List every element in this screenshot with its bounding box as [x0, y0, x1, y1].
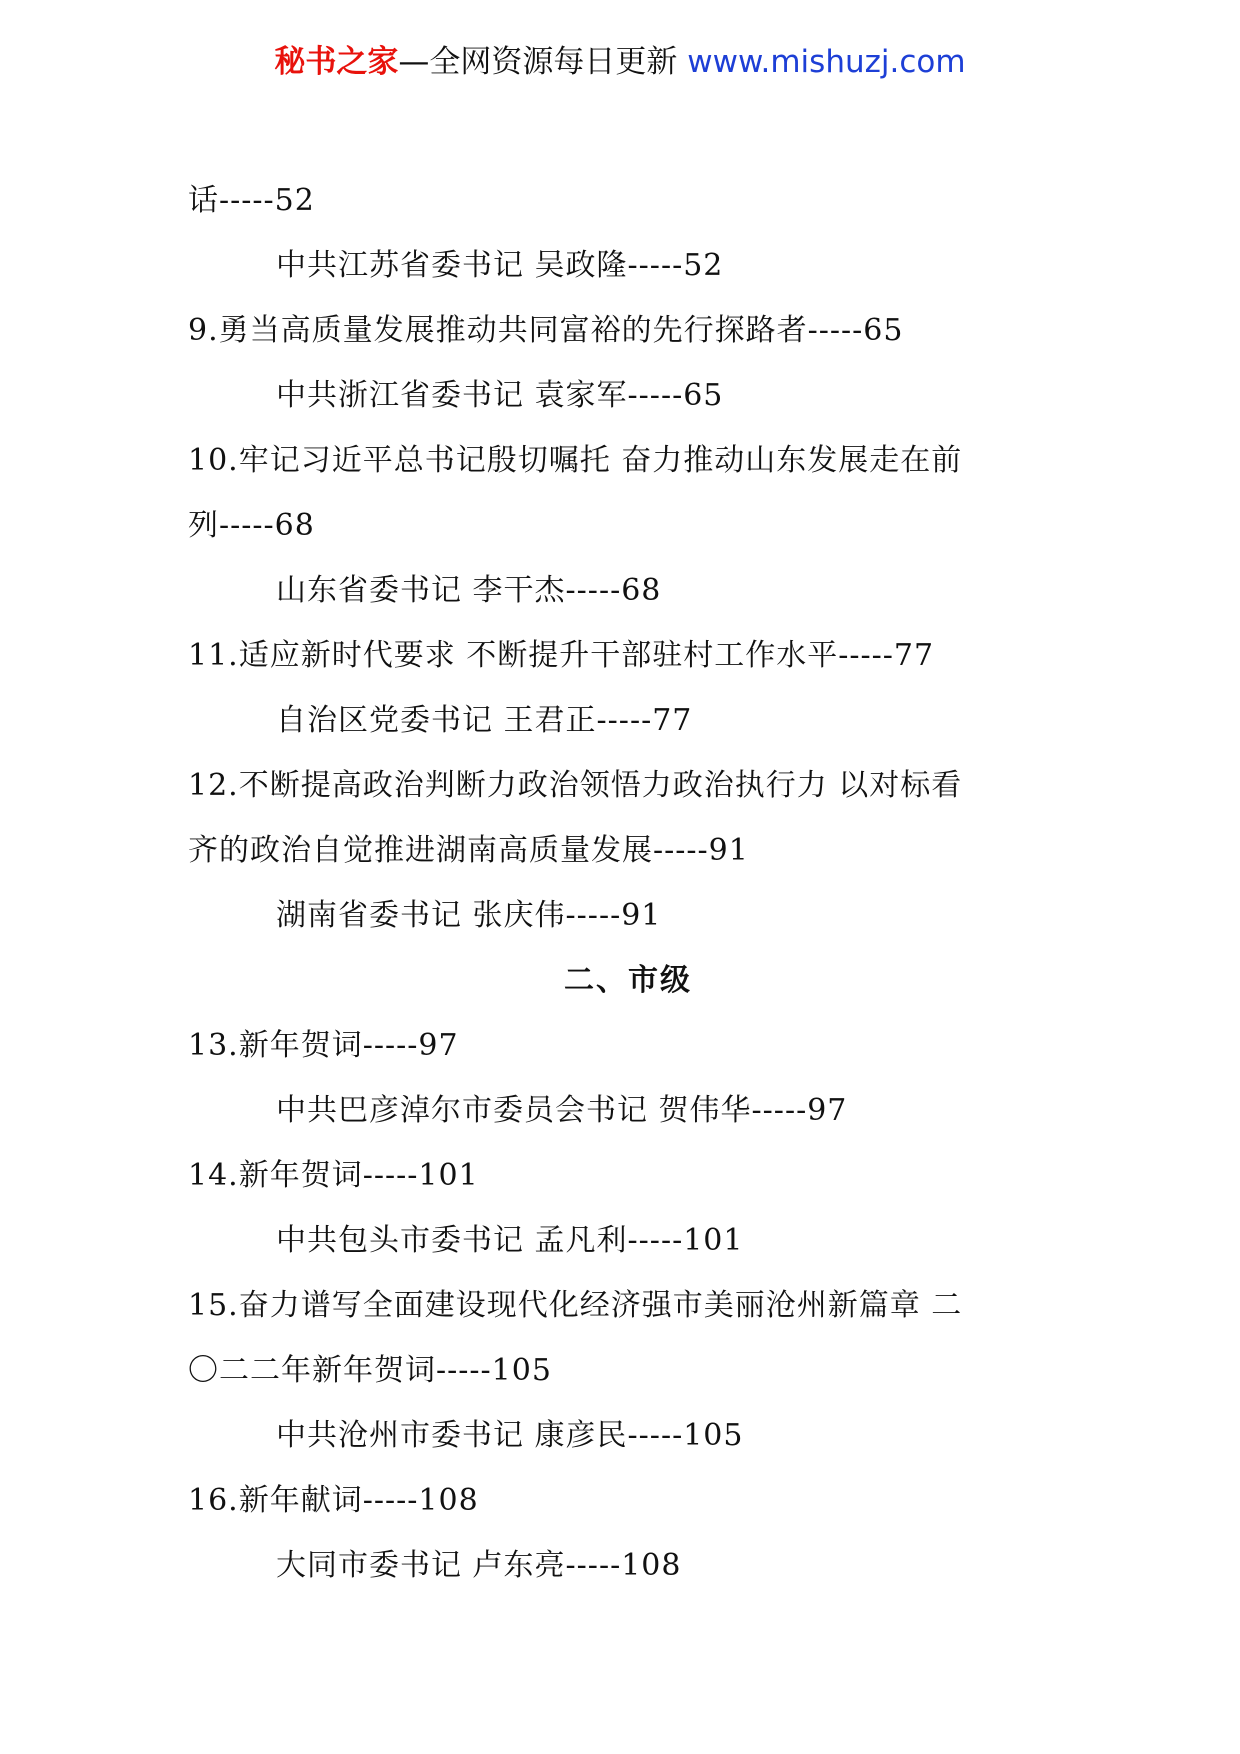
- toc-line: 齐的政治自觉推进湖南高质量发展-----91: [188, 833, 749, 868]
- toc-author-line: 中共巴彦淖尔市委员会书记 贺伟华-----97: [276, 1093, 848, 1128]
- toc-author-line: 中共浙江省委书记 袁家军-----65: [276, 378, 724, 413]
- toc-entry: 9.勇当高质量发展推动共同富裕的先行探路者-----65: [188, 313, 904, 348]
- toc-entry: 14.新年贺词-----101: [188, 1158, 479, 1193]
- toc-author-line: 中共江苏省委书记 吴政隆-----52: [276, 248, 724, 283]
- brand-name: 秘书之家: [274, 44, 399, 80]
- toc-entry: 12.不断提高政治判断力政治领悟力政治执行力 以对标看: [188, 768, 963, 803]
- header-tagline: —全网资源每日更新: [398, 44, 688, 80]
- toc-author-line: 湖南省委书记 张庆伟-----91: [276, 898, 662, 933]
- toc-author-line: 大同市委书记 卢东亮-----108: [276, 1548, 682, 1583]
- toc-author-line: 中共沧州市委书记 康彦民-----105: [276, 1418, 744, 1453]
- toc-author-line: 中共包头市委书记 孟凡利-----101: [276, 1223, 744, 1258]
- table-of-contents: [188, 168, 1068, 1598]
- site-url-link[interactable]: www.mishuzj.com: [687, 44, 966, 80]
- toc-entry: 13.新年贺词-----97: [188, 1028, 459, 1063]
- toc-line: 〇二二年新年贺词-----105: [188, 1353, 552, 1388]
- toc-author-line: 山东省委书记 李干杰-----68: [276, 573, 662, 608]
- toc-entry: 10.牢记习近平总书记殷切嘱托 奋力推动山东发展走在前: [188, 443, 963, 478]
- site-header: [0, 40, 1240, 84]
- toc-entry: 16.新年献词-----108: [188, 1483, 479, 1518]
- toc-line: 列-----68: [188, 508, 315, 543]
- toc-author-line: 自治区党委书记 王君正-----77: [276, 703, 693, 738]
- section-heading: 二、市级: [564, 963, 692, 998]
- toc-line: 话-----52: [188, 183, 315, 218]
- toc-entry: 11.适应新时代要求 不断提升干部驻村工作水平-----77: [188, 638, 935, 673]
- toc-entry: 15.奋力谱写全面建设现代化经济强市美丽沧州新篇章 二: [188, 1288, 963, 1323]
